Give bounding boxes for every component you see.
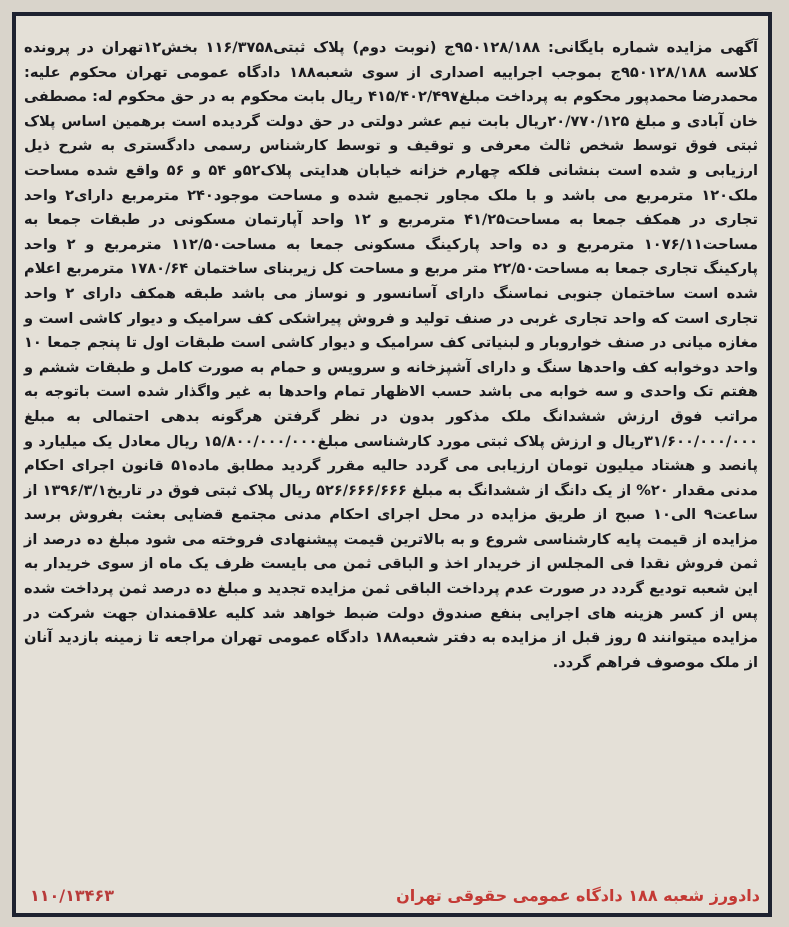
reference-number: ۱۱۰/۱۳۴۶۳: [30, 885, 114, 905]
notice-footer: [30, 882, 760, 908]
notice-body: آگهی مزایده شماره بایگانی: ۹۵۰۱۲۸/۱۸۸ج (نوبت دوم) پلاک ثبتی۱۱۶/۳۷۵۸ بخش۱۲تهران در پرونده کلاسه ۹۵۰۱۲۸/۱۸۸ج بموجب اجراییه اصداری از سوی شعبه۱۸۸ دادگاه عمومی تهران محکوم علیه: محمدرضا محمدپور محکوم به پرداخت مبلغ۴۱۵/۴۰۲/۴۹۷ ریال بابت محکوم به در حق محکوم له: مصطفی خان آبادی و مبلغ ۲۰/۷۷۰/۱۲۵ریال بابت نیم عشر دولتی در حق دولت گردیده است برهمین اساس پلاک ثبتی فوق توسط شخص ثالث معرفی و توقیف و توسط کارشناس رسمی دادگستری به شرح ذیل ارزیابی و شده است بنشانی فلکه چهارم خزانه خیابان هدایتی پلاک۵۲و ۵۴ و ۵۶ واقع شده مساحت ملک۱۲۰ مترمربع می باشد و با ملک مجاور تجمیع شده و مساحت موجود۲۴۰ مترمربع دارای۲ واحد تجاری در همکف جمعا به مساحت۴۱/۲۵ مترمربع و ۱۲ واحد آپارتمان مسکونی در طبقات جمعا به مساحت۱۰۷۶/۱۱ مترمربع و ده واحد پارکینگ مسکونی جمعا به مساحت۱۱۲/۵۰ مترمربع و ۲ واحد پارکینگ تجاری جمعا به مساحت۲۲/۵۰ متر مربع و مساحت کل زیربنای ساختمان ۱۷۸۰/۶۴ مترمربع اعلام شده است ساختمان جنوبی نماسنگ دارای آسانسور و نوساز می باشد طبقه همکف دارای ۲ واحد تجاری است که واحد تجاری غربی در صنف تولید و فروش پیراشکی کف سرامیک و دیوار کاشی است و مغازه میانی در صنف خواروبار و لبنیاتی کف سرامیک و دیوار کاشی است طبقات اول تا پنجم جمعا ۱۰ واحد دوخوابه کف واحدها سنگ و دارای آشپزخانه و سرویس و حمام به صورت کامل و طبقات ششم و هفتم تک واحدی و سه خوابه می باشد حسب الاظهار تمام واحدها به غیر واگذار شده است باتوجه به مراتب فوق ارزش ششدانگ ملک مذکور بدون در نظر گرفتن هرگونه بدهی احتمالی به مبلغ ۳۱/۶۰۰/۰۰۰/۰۰۰ریال و ارزش پلاک ثبتی مورد کارشناسی مبلغ۱۵/۸۰۰/۰۰۰/۰۰۰ ریال معادل یک میلیارد و پانصد و هشتاد میلیون تومان ارزیابی می گردد حالیه مقرر گردید مطابق ماده۵۱ قانون اجرای احکام مدنی مقدار ۲۰% از یک دانگ از ششدانگ به مبلغ ۵۲۶/۶۶۶/۶۶۶ ریال پلاک ثبتی فوق در تاریخ۱۳۹۶/۳/۱ از ساعت۹ الی۱۰ صبح از طریق مزایده در محل اجرای احکام مدنی مجتمع قضایی بعثت بفروش برسد مزایده از قیمت پایه کارشناسی شروع و به بالاترین قیمت پیشنهادی فروخته می شود مبلغ ده درصد از ثمن فروش نقدا فی المجلس از خریدار اخذ و الباقی ثمن می بایست ظرف یک ماه از سوی خریدار به این شعبه تودیع گردد در صورت عدم پرداخت الباقی ثمن مزایده تجدید و مبلغ ده درصد ثمن پرداخت شده پس از کسر هزینه های اجرایی بنفع صندوق دولت ضبط خواهد شد کلیه علاقمندان جهت شرکت در مزایده میتوانند ۵ روز قبل از مزایده به دفتر شعبه۱۸۸ دادگاه عمومی تهران مراجعه تا زمینه بازدید آنان از ملک موصوف فراهم گردد.: [24, 39, 759, 671]
auction-notice: [24, 36, 758, 675]
court-signature: دادورز شعبه ۱۸۸ دادگاه عمومی حقوقی تهران: [396, 885, 760, 905]
